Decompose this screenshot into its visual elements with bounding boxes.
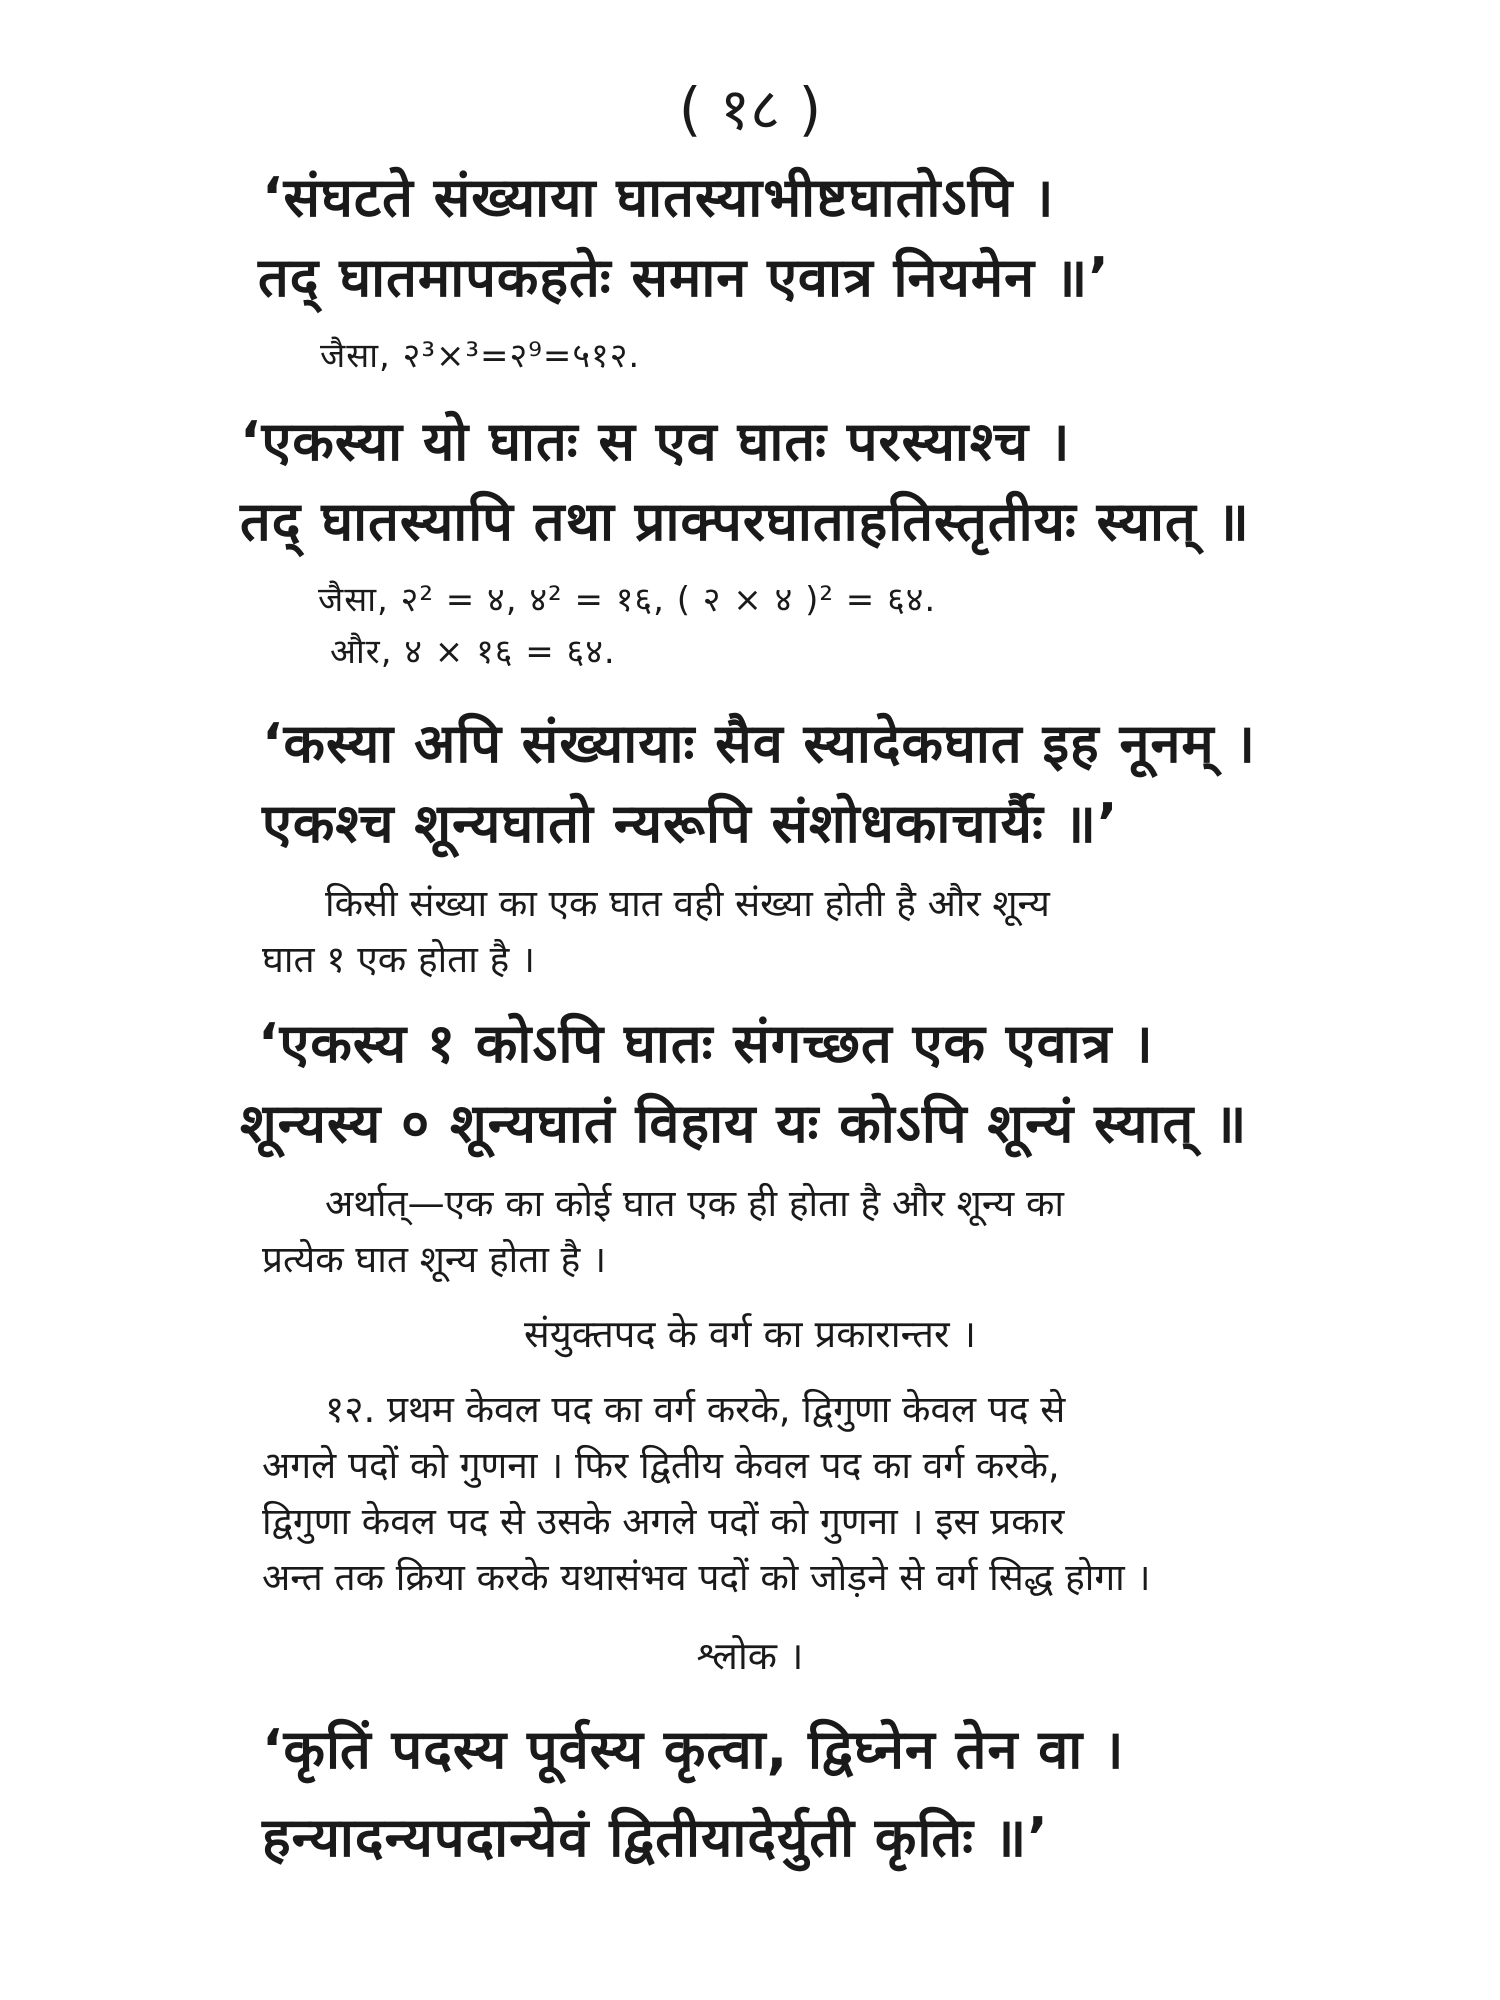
rule-line: अगले पदों को गुणना । फिर द्वितीय केवल पद का वर्ग करके,	[262, 1444, 1060, 1487]
page-number: ( १८ )	[678, 75, 822, 143]
verse-line: ‘कस्या अपि संख्यायाः सैव स्यादेकघात इह नूनम् ।	[262, 712, 1256, 775]
example-line: जैसा, २³×³=२⁹=५१२.	[320, 336, 641, 376]
rule-line: अन्त तक क्रिया करके यथासंभव पदों को जोड़ने से वर्ग सिद्ध होगा ।	[262, 1556, 1151, 1599]
example-line: और, ४ × १६ = ६४.	[330, 632, 616, 672]
section-heading: संयुक्तपद के वर्ग का प्रकारान्तर ।	[524, 1312, 976, 1356]
explanation-line: घात १ एक होता है ।	[262, 938, 536, 981]
verse-line: तद् घातमापकहतेः समान एवात्र नियमेन ॥’	[258, 246, 1110, 309]
explanation-line: किसी संख्या का एक घात वही संख्या होती है और शून्य	[325, 882, 1050, 925]
verse-line: ‘एकस्य १ कोऽपि घातः संगच्छत एक एवात्र ।	[258, 1012, 1154, 1075]
rule-line: द्विगुणा केवल पद से उसके अगले पदों को गुणना । इस प्रकार	[262, 1500, 1065, 1543]
explanation-line: प्रत्येक घात शून्य होता है ।	[262, 1238, 607, 1281]
verse-line: शून्यस्य ० शून्यघातं विहाय यः कोऽपि शून्यं स्यात् ॥	[240, 1092, 1248, 1155]
verse-line: ‘एकस्या यो घातः स एव घातः परस्याश्च ।	[240, 410, 1071, 473]
verse-line: तद् घातस्यापि तथा प्राक्परघाताहतिस्तृतीयः स्यात् ॥	[240, 490, 1250, 553]
verse-line: एकश्च शून्यघातो न्यरूपि संशोधकाचार्यैः ॥’	[262, 792, 1119, 855]
shloka-line: ‘कृतिं पदस्य पूर्वस्य कृत्वा, द्विघ्नेन तेन वा ।	[262, 1718, 1125, 1781]
example-line: जैसा, २² = ४, ४² = १६, ( २ × ४ )² = ६४.	[318, 580, 937, 620]
verse-line: ‘संघटते संख्याया घातस्याभीष्टघातोऽपि ।	[262, 166, 1055, 229]
shloka-heading: श्लोक ।	[696, 1634, 804, 1678]
rule-line: १२. प्रथम केवल पद का वर्ग करके, द्विगुणा केवल पद से	[325, 1388, 1066, 1431]
explanation-line: अर्थात्—एक का कोई घात एक ही होता है और शून्य का	[325, 1182, 1064, 1225]
shloka-line: हन्यादन्यपदान्येवं द्वितीयादेर्युती कृतिः ॥’	[262, 1806, 1049, 1869]
